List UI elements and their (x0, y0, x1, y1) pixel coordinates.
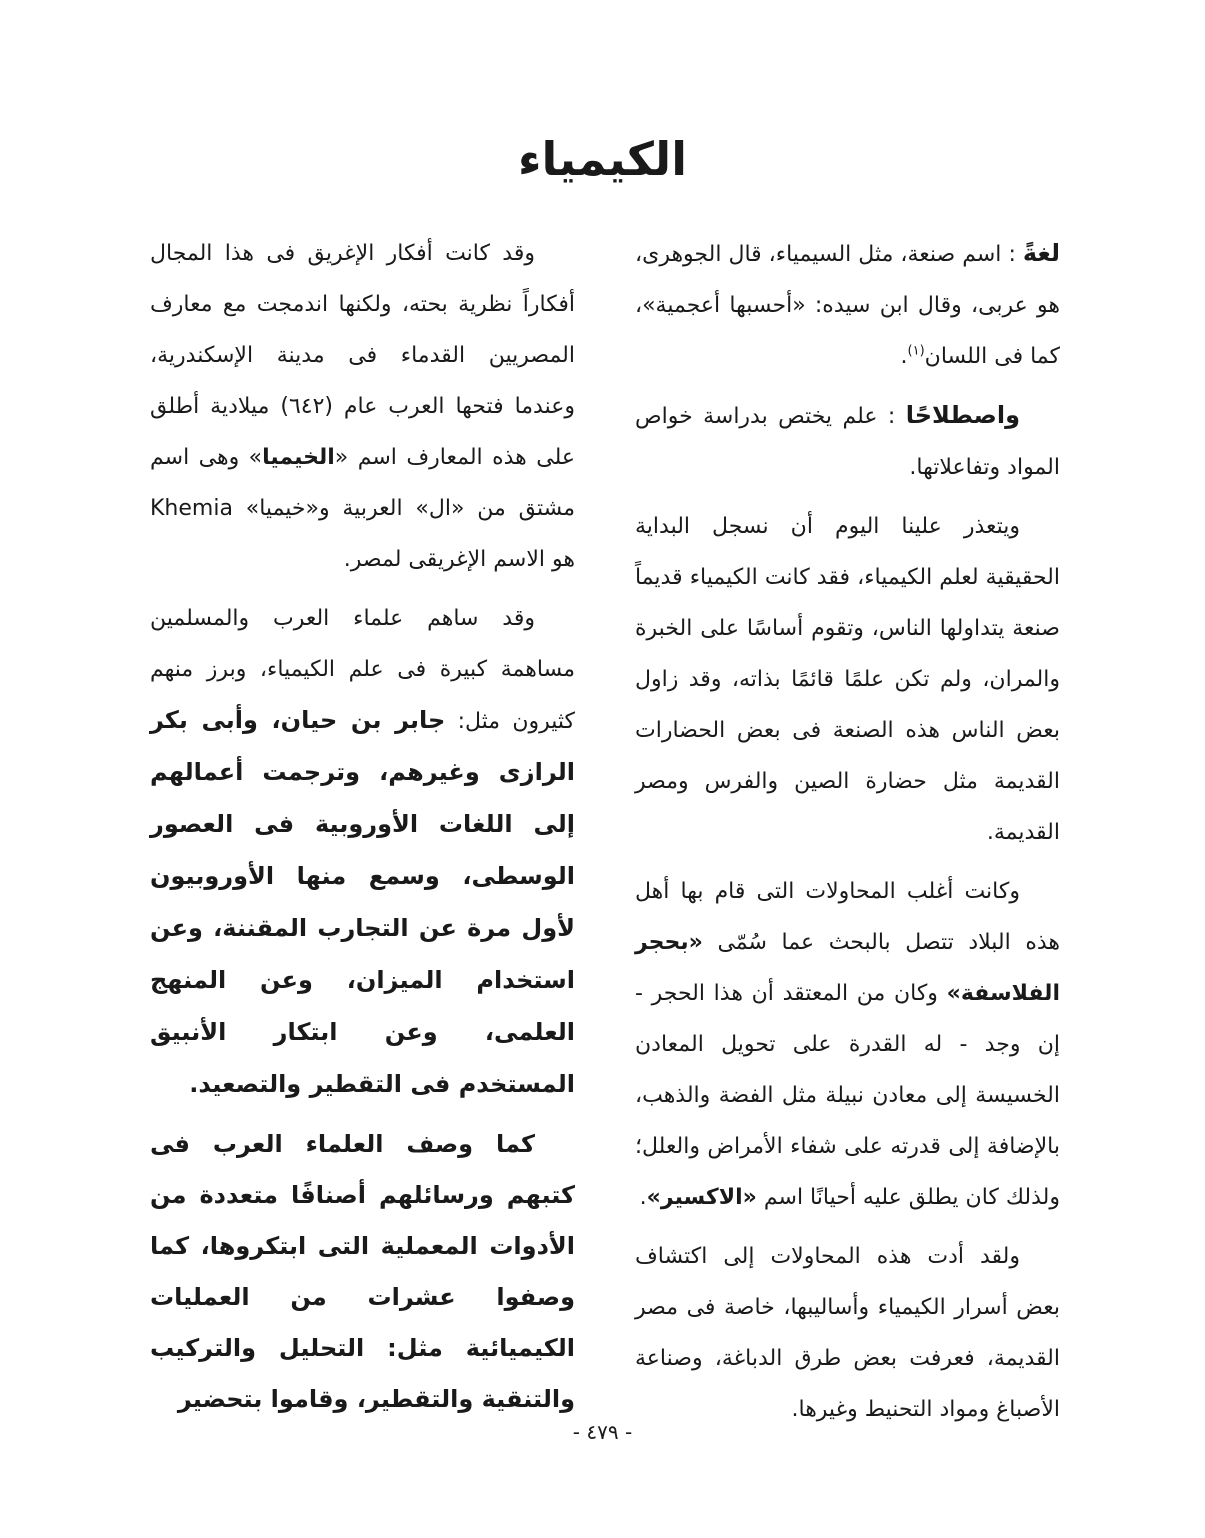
footnote-ref: (١) (907, 343, 925, 359)
bold-term: «الاكسير» (646, 1185, 757, 1210)
paragraph: ويتعذر علينا اليوم أن نسجل البداية الحقيقية لعلم الكيمياء، فقد كانت الكيمياء قديماً صنعة يتداولها الناس، وتقوم أساسًا على الخبرة والمران، ولم تكن علمًا قائمًا بذاته، وقد زاول بعض الناس هذه الصنعة فى بعض الحضارات القديمة مثل حضارة الصين والفرس ومصر القديمة. (635, 514, 1060, 845)
paragraph: وكانت أغلب المحاولات التى قام بها أهل هذه البلاد تتصل بالبحث عما سُمّى «بحجر الفلاسفة» وكان من المعتقد أن هذا الحجر - إن وجد - له القدرة على تحويل المعادن الخسيسة إلى معادن نبيلة مثل الفضة والذهب، بالإضافة إلى قدرته على شفاء الأمراض والعلل؛ ولذلك كان يطلق عليه أحيانًا اسم «الاكسير». (635, 879, 1060, 1210)
bold-term: الخيميا (262, 445, 335, 470)
paragraph: وقد كانت أفكار الإغريق فى هذا المجال أفكاراً نظرية بحته، ولكنها اندمجت مع معارف المصريين القدماء فى مدينة الإسكندرية، وعندما فتحها العرب عام (٦٤٢) ميلادية أطلق على هذه المعارف اسم «الخيميا» وهى اسم مشتق من «ال» العربية و«خيميا» Khemia هو الاسم الإغريقى لمصر. (150, 241, 575, 572)
paragraph: وقد ساهم علماء العرب والمسلمين مساهمة كبيرة فى علم الكيمياء، وبرز منهم كثيرون مثل: جابر بن حيان، وأبى بكر الرازى وغيرهم، وترجمت أعمالهم إلى اللغات الأوروبية فى العصور الوسطى، وسمع منها الأوروبيون لأول مرة عن التجارب المقننة، وعن استخدام الميزان، وعن المنهج العلمى، وعن ابتكار الأنبيق المستخدم فى التقطير والتصعيد. (150, 606, 576, 1098)
left-column (150, 228, 575, 1433)
right-column (635, 228, 1060, 1443)
term-technical: واصطلاحًا (905, 401, 1020, 429)
paragraph: ولقد أدت هذه المحاولات إلى اكتشاف بعض أسرار الكيمياء وأساليبها، خاصة فى مصر القديمة، فعرفت بعض طرق الدباغة، وصناعة الأصباغ ومواد التحنيط وغيرها. (635, 1244, 1060, 1422)
definition-lexical: لغةً : اسم صنعة، مثل السيمياء، قال الجوهرى، هو عربى، وقال ابن سيده: «أحسبها أعجمية»، كما فى اللسان$^{(١)}$. (635, 239, 1060, 369)
bold-paragraph: كما وصف العلماء العرب فى كتبهم ورسائلهم أصنافًا متعددة من الأدوات المعملية التى ابتكروها، كما وصفوا عشرات من العمليات الكيميائية مثل: التحليل والتركيب والتنقية والتقطير، وقاموا بتحضير (150, 1130, 575, 1413)
definition-technical: واصطلاحًا : علم يختص بدراسة خواص المواد وتفاعلاتها. (635, 401, 1060, 480)
page-number: - ٤٧٩ - (572, 1420, 633, 1444)
term-lexical: لغةً (1022, 239, 1060, 267)
bold-term: «بحجر الفلاسفة» (635, 930, 1060, 1006)
bold-passage: جابر بن حيان، وأبى بكر الرازى وغيرهم، وترجمت أعمالهم إلى اللغات الأوروبية فى العصور الوسطى، وسمع منها الأوروبيون لأول مرة عن التجارب المقننة، وعن استخدام الميزان، وعن المنهج العلمى، وعن ابتكار الأنبيق المستخدم فى التقطير والتصعيد. (150, 706, 575, 1098)
page-title: الكيمياء (518, 132, 687, 186)
